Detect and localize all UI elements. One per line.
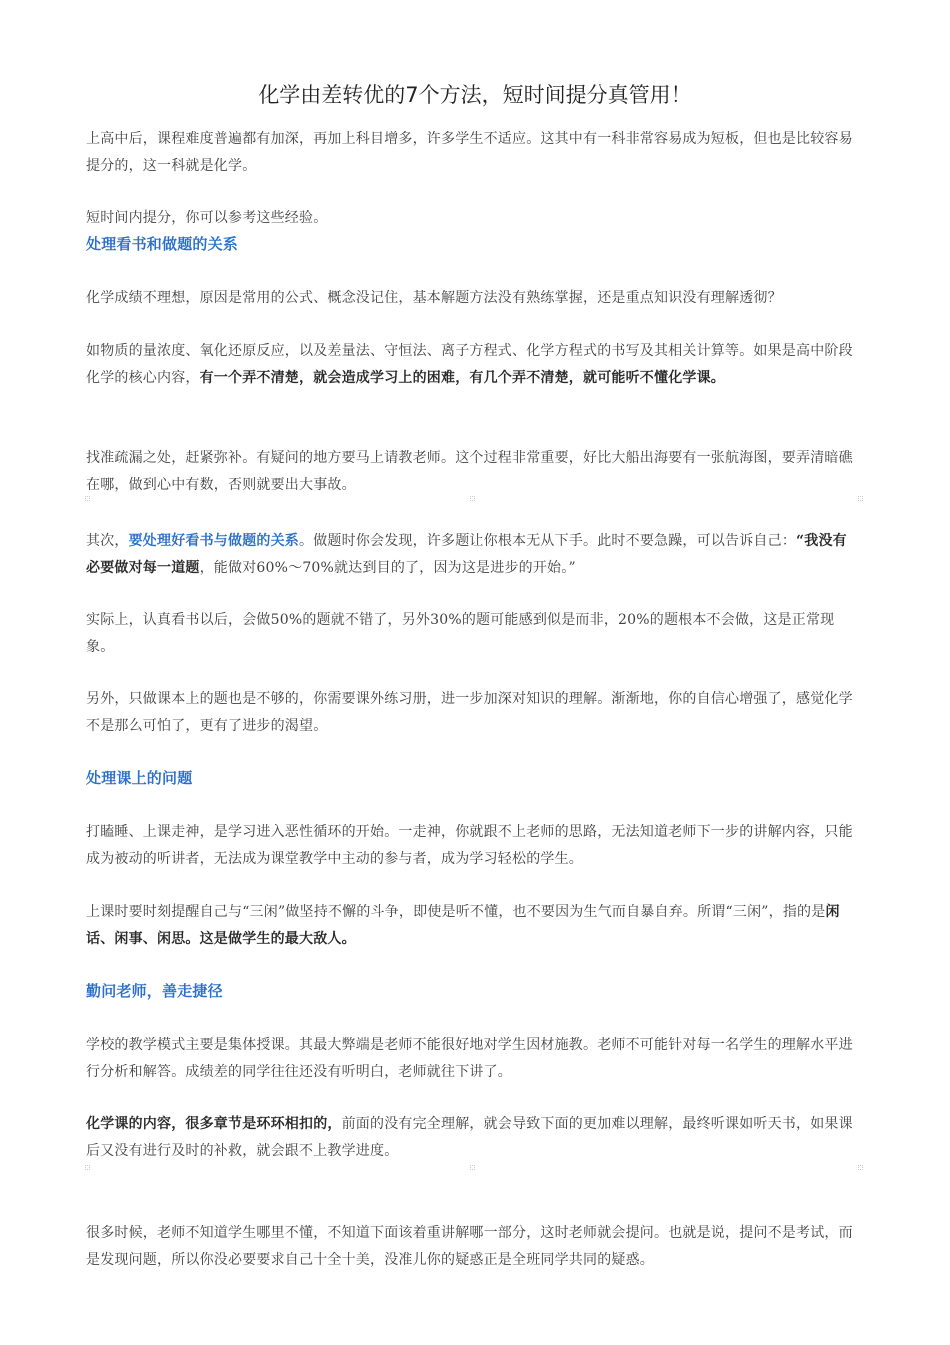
paragraph-text: 上课时要时刻提醒自己与“三闲”做坚持不懈的斗争，即使是听不懂，也不要因为生气而自暴自弃。所谓“三闲”，指的是 [86, 904, 826, 920]
section-heading-ask-teacher: 勤问老师，善走捷径 [86, 982, 223, 1000]
page-corner-mark [858, 1165, 863, 1170]
section1-paragraph-4 [86, 528, 856, 582]
section1-paragraph-6: 另外，只做课本上的题也是不够的，你需要课外练习册，进一步加深对知识的理解。渐渐地，你的自信心增强了，感觉化学不是那么可怕了，更有了进步的渴望。 [86, 691, 853, 734]
paragraph-text: 其次， [86, 533, 129, 549]
section3-paragraph-2 [86, 1111, 856, 1165]
section-heading-classroom: 处理课上的问题 [86, 769, 193, 787]
emphasis-text: “我没有必要做对每一道题 [86, 533, 847, 576]
section-heading-reading-practice: 处理看书和做题的关系 [86, 235, 239, 253]
paragraph-text: 。做题时你会发现，许多题让你根本无从下手。此时不要急躁，可以告诉自己： [299, 533, 797, 549]
paragraph-text: 前面的没有完全理解，就会导致下面的更加难以理解，最终听课如听天书，如果课后又没有进行及时的补救，就会跟不上教学进度。 [86, 1116, 853, 1159]
section3-paragraph-1: 学校的教学模式主要是集体授课。其最大弊端是老师不能很好地对学生因材施教。老师不可能针对每一名学生的理解水平进行分析和解答。成绩差的同学往往还没有听明白，老师就往下讲了。 [86, 1037, 853, 1080]
emphasis-text: 有一个弄不清楚，就会造成学习上的困难，有几个弄不清楚，就可能听不懂化学课。 [199, 370, 726, 386]
highlight-text: 要处理好看书与做题的关系 [128, 533, 300, 549]
page-corner-mark [85, 496, 90, 501]
page-title: 化学由差转优的7个方法，短时间提分真管用！ [258, 83, 692, 107]
section1-paragraph-5: 实际上，认真看书以后，会做50%的题就不错了，另外30%的题可能感到似是而非，20%的题根本不会做，这是正常现象。 [86, 612, 835, 655]
section2-paragraph-2 [86, 899, 856, 953]
section1-paragraph-1: 化学成绩不理想，原因是常用的公式、概念没记住，基本解题方法没有熟练掌握，还是重点知识没有理解透彻？ [86, 290, 782, 306]
section1-paragraph-2 [86, 338, 856, 392]
page-corner-mark [470, 496, 475, 501]
section3-paragraph-3: 很多时候，老师不知道学生哪里不懂，不知道下面该着重讲解哪一部分，这时老师就会提问。也就是说，提问不是考试，而是发现问题，所以你没必要要求自己十全十美，没准儿你的疑惑正是全班同学共同的疑惑。 [86, 1225, 853, 1268]
intro-paragraph-2: 短时间内提分，你可以参考这些经验。 [86, 210, 328, 226]
intro-paragraph-1: 上高中后，课程难度普遍都有加深，再加上科目增多，许多学生不适应。这其中有一科非常容易成为短板，但也是比较容易提分的，这一科就是化学。 [86, 131, 853, 174]
paragraph-text: 如物质的量浓度、氧化还原反应，以及差量法、守恒法、离子方程式、化学方程式的书写及其相关计算等。如果是高中阶段化学的核心内容， [86, 343, 853, 386]
emphasis-text: 闲话、闲事、闲思。这是做学生的最大敌人。 [86, 904, 840, 947]
page-corner-mark [85, 1165, 90, 1170]
section2-paragraph-1: 打瞌睡、上课走神，是学习进入恶性循环的开始。一走神，你就跟不上老师的思路，无法知道老师下一步的讲解内容，只能成为被动的听讲者，无法成为课堂教学中主动的参与者，成为学习轻松的学生。 [86, 824, 853, 867]
section1-paragraph-3: 找准疏漏之处，赶紧弥补。有疑问的地方要马上请教老师。这个过程非常重要，好比大船出海要有一张航海图，要弄清暗礁在哪，做到心中有数，否则就要出大事故。 [86, 450, 853, 493]
page-corner-mark [858, 496, 863, 501]
page-corner-mark [470, 1165, 475, 1170]
emphasis-text: 化学课的内容，很多章节是环环相扣的， [86, 1116, 342, 1132]
paragraph-text: ，能做对60%～70%就达到目的了，因为这是进步的开始。” [199, 560, 576, 576]
